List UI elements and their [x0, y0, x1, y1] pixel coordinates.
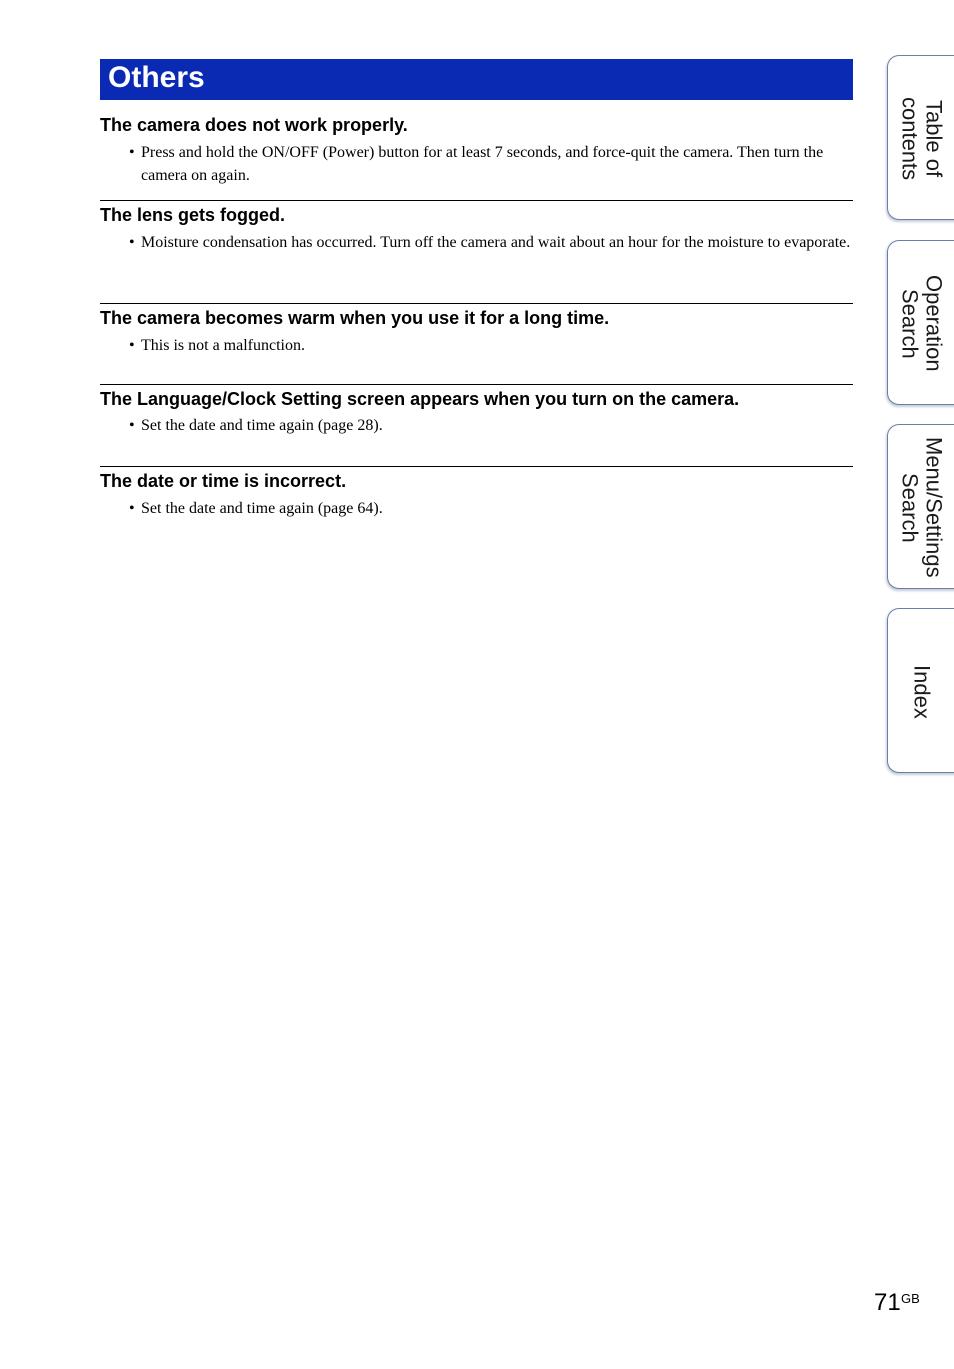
bullet-item: • Set the date and time again (page 28).: [100, 415, 853, 438]
tab-operation-search[interactable]: [887, 240, 954, 405]
bullet-list: [100, 415, 853, 438]
tab-label: Operation Search: [897, 275, 947, 372]
page-title-bar: [100, 59, 853, 100]
bullet-list: [100, 142, 853, 187]
bullet-item: • Set the date and time again (page 64).: [100, 498, 853, 521]
trouble-section: [100, 466, 853, 521]
main-content: [100, 100, 853, 521]
tab-index[interactable]: [887, 608, 954, 773]
section-heading: The camera does not work properly.: [100, 115, 408, 135]
page-title: Others: [108, 61, 205, 94]
bullet-item: • Moisture condensation has occurred. Turn off the camera and wait about an hour for the moisture to evaporate.: [100, 232, 853, 255]
section-heading: The lens gets fogged.: [100, 205, 286, 225]
bullet-list: [100, 498, 853, 521]
trouble-section: [100, 200, 853, 303]
bullet-list: [100, 232, 853, 255]
tab-label: Menu/Settings Search: [897, 437, 947, 578]
section-heading: The Language/Clock Setting screen appears when you turn on the camera.: [100, 389, 740, 409]
section-heading: The camera becomes warm when you use it for a long time.: [100, 308, 610, 328]
tab-label: Index: [909, 664, 935, 719]
tab-table-of-contents[interactable]: [887, 55, 954, 220]
tab-menu-settings-search[interactable]: [887, 424, 954, 589]
trouble-section: [100, 100, 853, 200]
trouble-section: [100, 384, 853, 466]
bullet-list: [100, 335, 853, 358]
trouble-section: [100, 303, 853, 384]
section-heading: The date or time is incorrect.: [100, 471, 347, 491]
page-number-suffix: GB: [901, 1291, 920, 1306]
bullet-item: • Press and hold the ON/OFF (Power) button for at least 7 seconds, and force-quit the camera. Then turn the camera on again.: [100, 142, 853, 187]
tab-label: Table of contents: [897, 96, 947, 181]
page-number: 71: [874, 1289, 901, 1316]
bullet-item: • This is not a malfunction.: [100, 335, 853, 358]
